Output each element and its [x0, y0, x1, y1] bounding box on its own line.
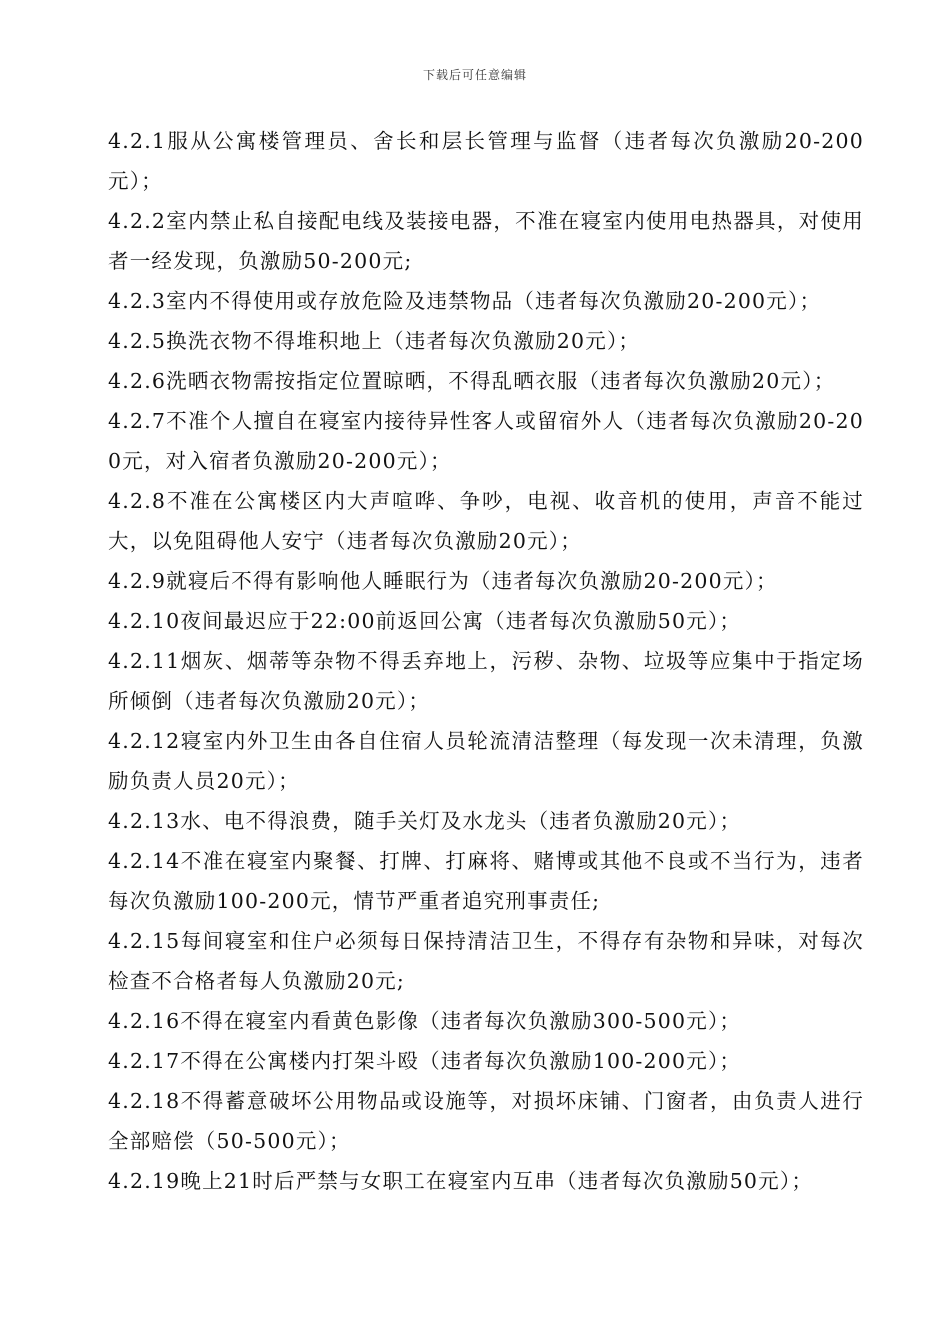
- rule-4-2-2: 4.2.2室内禁止私自接配电线及装接电器，不准在寝室内使用电热器具，对使用者一经发现，负激励50-200元;: [108, 209, 864, 273]
- rule-4-2-3: 4.2.3室内不得使用或存放危险及违禁物品（违者每次负激励20-200元）；: [108, 289, 822, 313]
- rule-4-2-18: 4.2.18不得蓄意破坏公用物品或设施等，对损坏床铺、门窗者，由负责人进行全部赔偿（50-500元）；: [108, 1089, 864, 1153]
- rule-4-2-13: 4.2.13水、电不得浪费，随手关灯及水龙头（违者负激励20元）；: [108, 809, 742, 833]
- rule-4-2-19: 4.2.19晚上21时后严禁与女职工在寝室内互串（违者每次负激励50元）；: [108, 1169, 814, 1193]
- rule-4-2-15: 4.2.15每间寝室和住户必须每日保持清洁卫生，不得存有杂物和异味，对每次检查不合格者每人负激励20元;: [108, 929, 864, 993]
- rule-4-2-8: 4.2.8不准在公寓楼区内大声喧哗、争吵，电视、收音机的使用，声音不能过大，以免阻碍他人安宁（违者每次负激励20元）；: [108, 489, 864, 553]
- rule-4-2-14: 4.2.14不准在寝室内聚餐、打牌、打麻将、赌博或其他不良或不当行为，违者每次负激励100-200元，情节严重者追究刑事责任;: [108, 849, 864, 913]
- rule-4-2-6: 4.2.6洗晒衣物需按指定位置晾晒，不得乱晒衣服（违者每次负激励20元）；: [108, 369, 836, 393]
- rule-4-2-1: 4.2.1服从公寓楼管理员、舍长和层长管理与监督（违者每次负激励20-200元）；: [108, 129, 864, 193]
- page-header: 下载后可任意编辑: [422, 68, 527, 82]
- rule-4-2-9: 4.2.9就寝后不得有影响他人睡眠行为（违者每次负激励20-200元）；: [108, 569, 778, 593]
- rule-4-2-12: 4.2.12寝室内外卫生由各自住宿人员轮流清洁整理（每发现一次未清理，负激励负责人员20元）；: [108, 729, 864, 793]
- rule-4-2-11: 4.2.11烟灰、烟蒂等杂物不得丢弃地上，污秽、杂物、垃圾等应集中于指定场所倾倒（违者每次负激励20元）；: [108, 649, 864, 713]
- rule-4-2-7: 4.2.7不准个人擅自在寝室内接待异性客人或留宿外人（违者每次负激励20-200元，对入宿者负激励20-200元）；: [108, 409, 864, 473]
- rule-4-2-5: 4.2.5换洗衣物不得堆积地上（违者每次负激励20元）；: [108, 329, 641, 353]
- rule-4-2-17: 4.2.17不得在公寓楼内打架斗殴（违者每次负激励100-200元）；: [108, 1049, 742, 1073]
- document-body: [108, 121, 864, 1201]
- rule-4-2-10: 4.2.10夜间最迟应于22:00前返回公寓（违者每次负激励50元）；: [108, 609, 742, 633]
- rule-4-2-16: 4.2.16不得在寝室内看黄色影像（违者每次负激励300-500元）；: [108, 1009, 742, 1033]
